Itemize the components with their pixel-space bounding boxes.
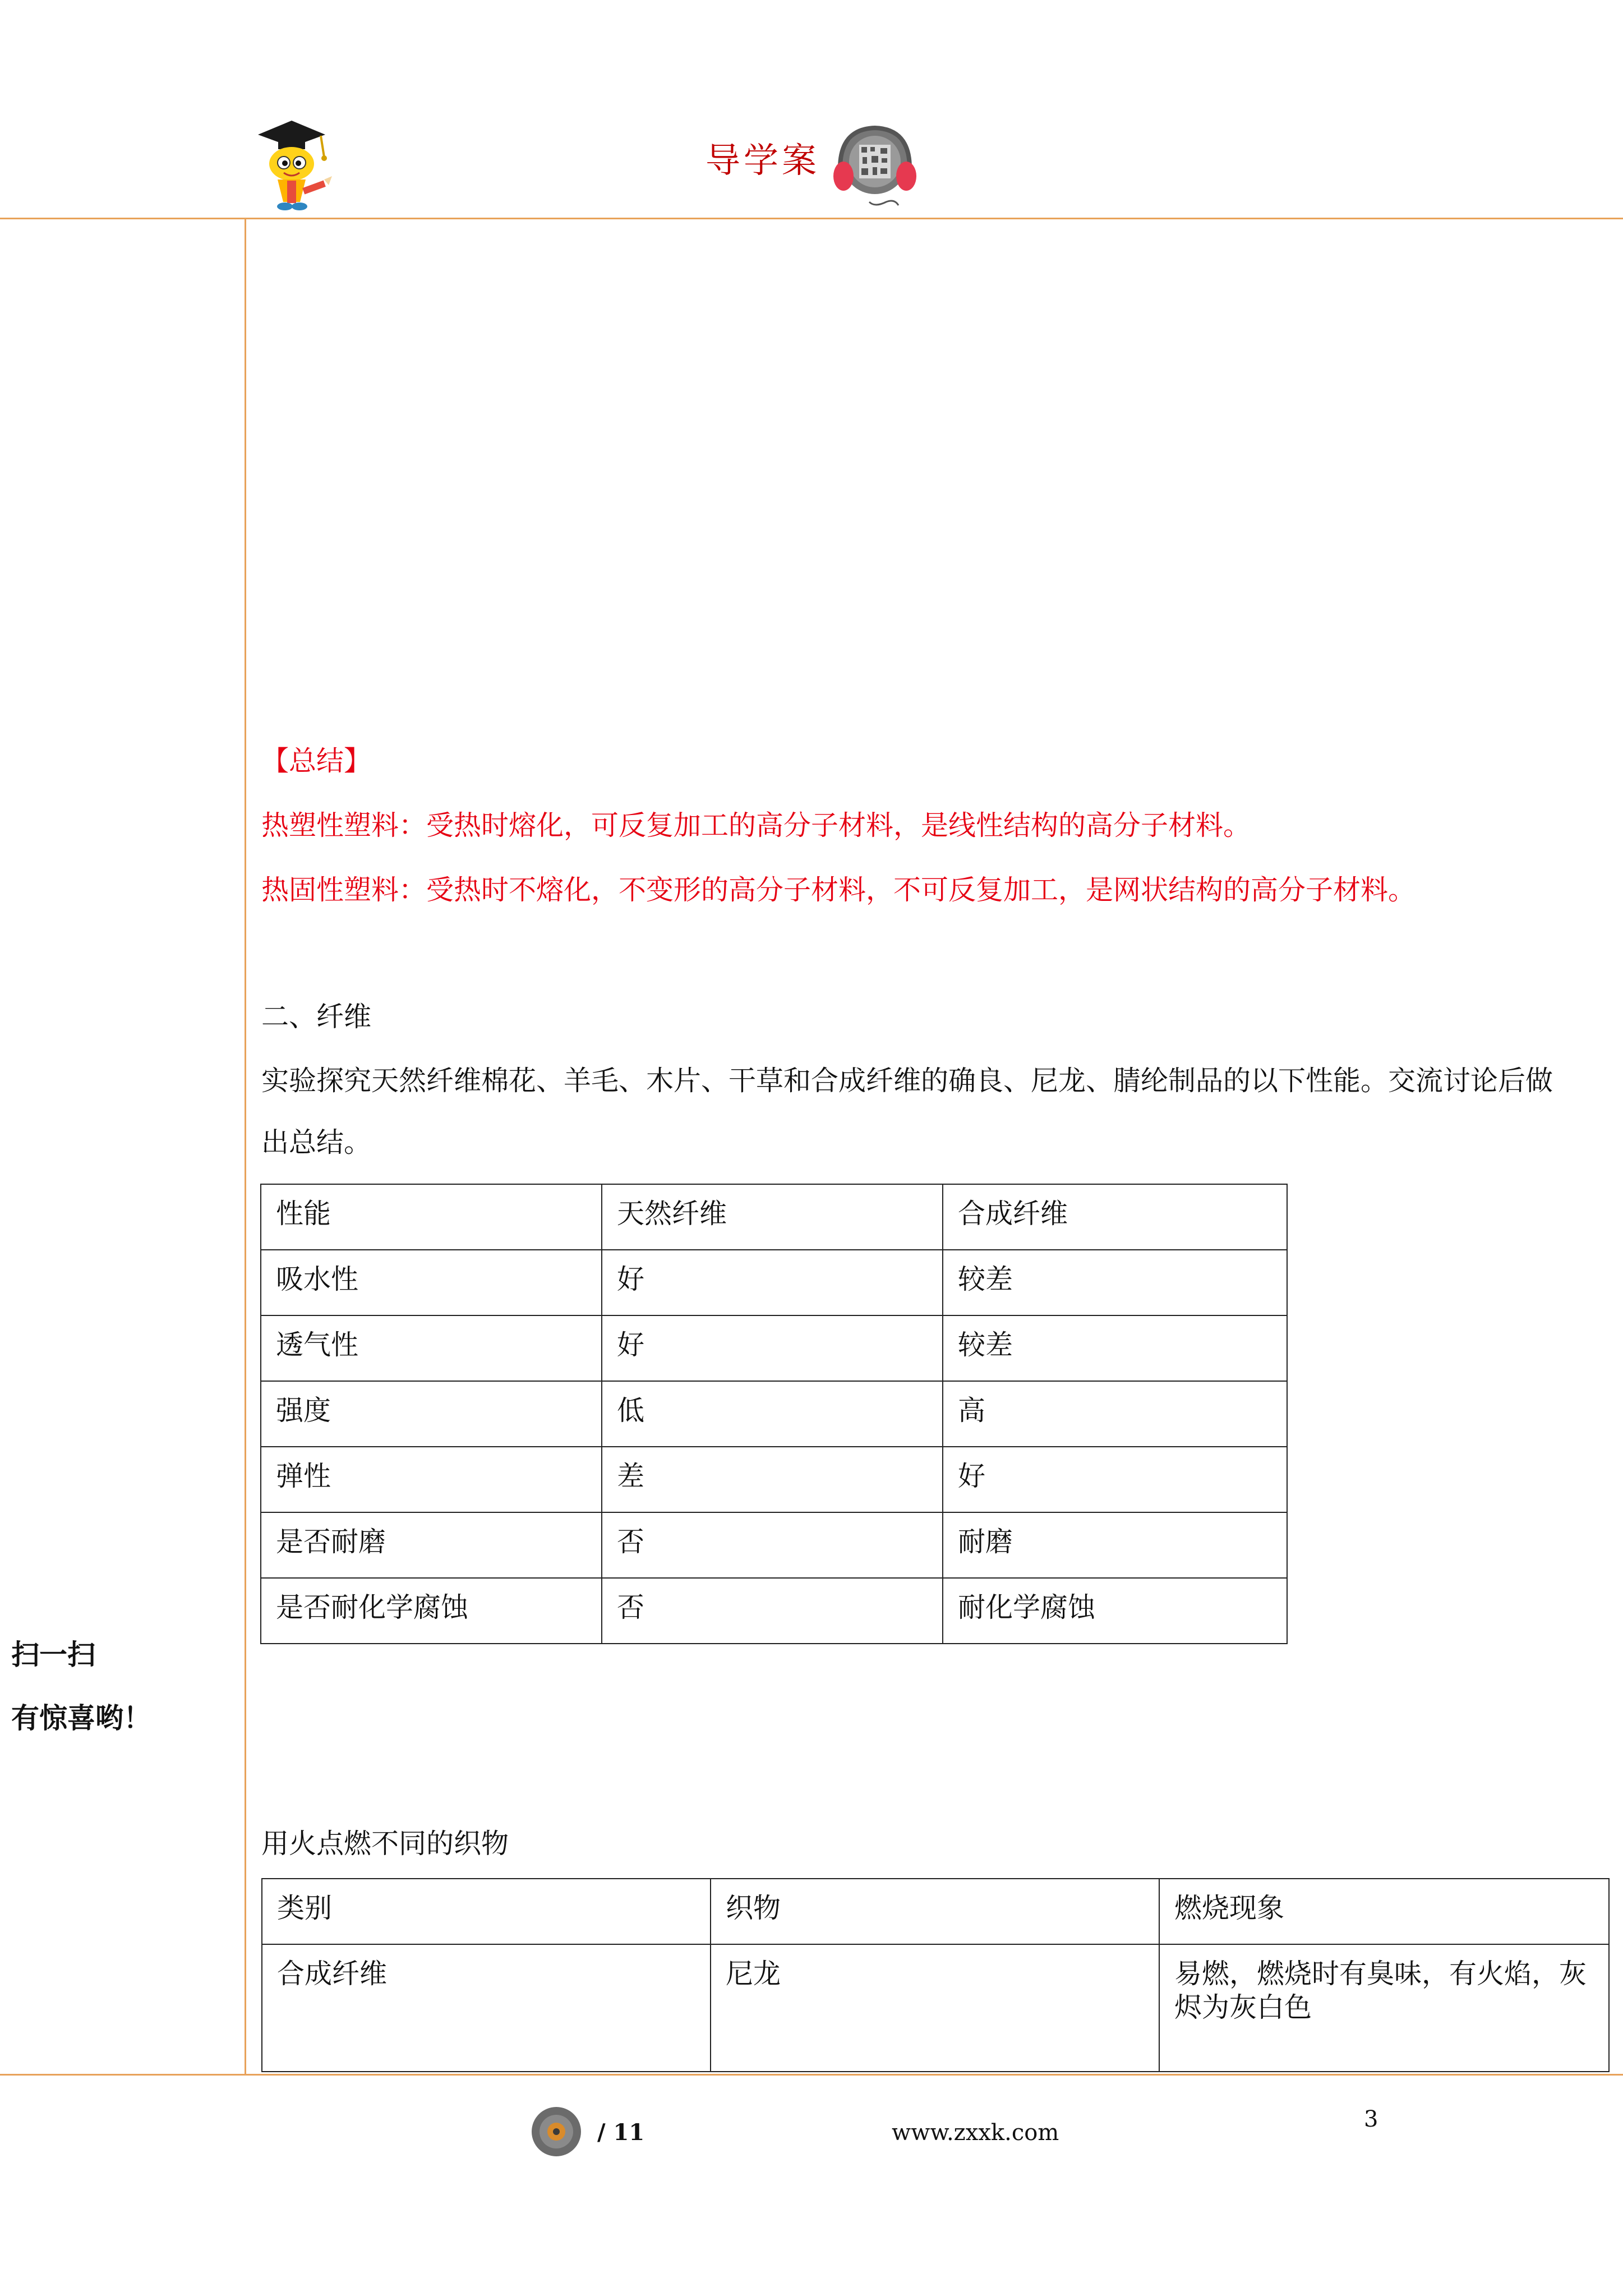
table-cell: 易燃，燃烧时有臭味，有火焰，灰烬为灰白色 bbox=[1159, 1944, 1609, 2072]
table-row bbox=[261, 1578, 1287, 1644]
disc-icon bbox=[531, 2106, 582, 2157]
header-divider bbox=[0, 218, 1623, 219]
page-total: / 11 bbox=[597, 2119, 645, 2146]
table-cell: 较差 bbox=[943, 1250, 1287, 1315]
burn-test-title: 用火点燃不同的织物 bbox=[261, 1828, 509, 1860]
table-cell: 好 bbox=[943, 1447, 1287, 1512]
table-header-cell: 合成纤维 bbox=[943, 1184, 1287, 1250]
table-cell: 是否耐化学腐蚀 bbox=[261, 1578, 602, 1644]
table-cell: 否 bbox=[602, 1512, 943, 1578]
table-cell: 弹性 bbox=[261, 1447, 602, 1512]
graduate-pencil-mascot-icon bbox=[247, 118, 336, 213]
table-cell: 否 bbox=[602, 1578, 943, 1644]
table-cell: 强度 bbox=[261, 1381, 602, 1447]
section-intro-line-1: 实验探究天然纤维棉花、羊毛、木片、干草和合成纤维的确良、尼龙、腈纶制品的以下性能。交流讨论后做 bbox=[261, 1065, 1553, 1097]
table-header-row bbox=[261, 1184, 1287, 1250]
table-cell: 吸水性 bbox=[261, 1250, 602, 1315]
table-header-cell: 天然纤维 bbox=[602, 1184, 943, 1250]
table-cell: 透气性 bbox=[261, 1315, 602, 1381]
table-cell: 好 bbox=[602, 1250, 943, 1315]
table-cell: 是否耐磨 bbox=[261, 1512, 602, 1578]
table-cell: 高 bbox=[943, 1381, 1287, 1447]
table-cell: 耐磨 bbox=[943, 1512, 1287, 1578]
table-header-cell: 燃烧现象 bbox=[1159, 1879, 1609, 1944]
table-row bbox=[261, 1447, 1287, 1512]
music-headphones-logo-icon bbox=[830, 118, 920, 213]
table-header-cell: 织物 bbox=[711, 1879, 1159, 1944]
table-cell: 较差 bbox=[943, 1315, 1287, 1381]
table-row bbox=[262, 1944, 1609, 2072]
summary-thermoset: 热固性塑料：受热时不熔化，不变形的高分子材料，不可反复加工，是网状结构的高分子材料。 bbox=[261, 874, 1416, 906]
page-number: 3 bbox=[1364, 2106, 1378, 2132]
table-header-row bbox=[262, 1879, 1609, 1944]
table-cell: 合成纤维 bbox=[262, 1944, 711, 2072]
scan-prompt-line-1: 扫一扫 bbox=[11, 1639, 95, 1671]
table-row bbox=[261, 1250, 1287, 1315]
scan-prompt-line-2: 有惊喜哟！ bbox=[11, 1702, 151, 1734]
fiber-properties-table bbox=[260, 1184, 1288, 1644]
section-heading: 二、纤维 bbox=[261, 1001, 372, 1033]
summary-thermoplastic: 热塑性塑料：受热时熔化，可反复加工的高分子材料，是线性结构的高分子材料。 bbox=[261, 809, 1251, 841]
table-row bbox=[261, 1381, 1287, 1447]
table-header-cell: 性能 bbox=[261, 1184, 602, 1250]
table-row bbox=[261, 1512, 1287, 1578]
table-cell: 差 bbox=[602, 1447, 943, 1512]
table-cell: 尼龙 bbox=[711, 1944, 1159, 2072]
site-url[interactable]: www.zxxk.com bbox=[892, 2120, 1059, 2146]
burn-test-table bbox=[261, 1878, 1610, 2072]
header-title: 导学案 bbox=[706, 140, 820, 181]
sidebar-divider bbox=[245, 219, 246, 2074]
section-intro-line-2: 出总结。 bbox=[261, 1126, 372, 1158]
table-row bbox=[261, 1315, 1287, 1381]
table-cell: 低 bbox=[602, 1381, 943, 1447]
table-header-cell: 类别 bbox=[262, 1879, 711, 1944]
footer-divider bbox=[0, 2074, 1623, 2076]
summary-heading: 【总结】 bbox=[261, 745, 372, 777]
table-cell: 耐化学腐蚀 bbox=[943, 1578, 1287, 1644]
table-cell: 好 bbox=[602, 1315, 943, 1381]
